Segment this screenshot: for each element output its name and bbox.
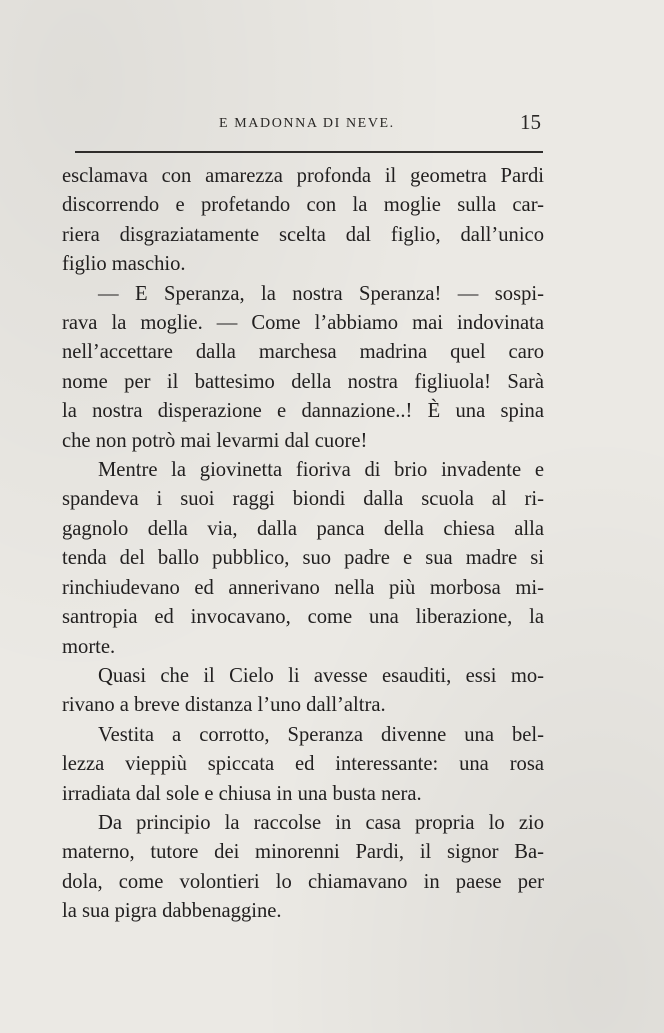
paragraph-5	[62, 721, 544, 809]
body-text	[62, 162, 544, 927]
paragraph-4	[62, 662, 544, 721]
text-line: lezza vieppiù spiccata ed interessante: una rosa	[62, 753, 544, 776]
paragraph-3	[62, 456, 544, 662]
text-line: la nostra disperazione e dannazione..! È una spina	[62, 400, 544, 423]
text-line: Vestita a corrotto, Speranza divenne una bel-	[98, 723, 544, 746]
paragraph-6	[62, 809, 544, 927]
text-line: morte.	[62, 635, 116, 658]
header-rule	[75, 151, 543, 153]
text-line: che non potrò mai levarmi dal cuore!	[62, 429, 368, 452]
text-line: tenda del ballo pubblico, suo padre e sua madre si	[62, 547, 544, 570]
text-line: Mentre la giovinetta fioriva di brio invadente e	[98, 459, 544, 482]
paragraph-1	[62, 162, 544, 280]
text-line: dola, come volontieri lo chiamavano in paese per	[62, 870, 544, 893]
text-line: rava la moglie. — Come l’abbiamo mai indovinata	[62, 312, 544, 335]
text-line: nell’accettare dalla marchesa madrina quel caro	[62, 341, 544, 364]
running-header	[73, 110, 545, 138]
text-line: irradiata dal sole e chiusa in una busta nera.	[62, 782, 422, 805]
text-line: santropia ed invocavano, come una liberazione, la	[62, 606, 544, 629]
text-line: riera disgraziatamente scelta dal figlio, dall’unico	[62, 223, 544, 246]
text-line: gagnolo della via, dalla panca della chiesa alla	[62, 517, 544, 540]
text-line: — E Speranza, la nostra Speranza! — sospi-	[98, 282, 544, 305]
text-line: rinchiudevano ed annerivano nella più morbosa mi-	[62, 576, 544, 599]
text-line: discorrendo e profetando con la moglie sulla car-	[62, 194, 544, 217]
text-line: la sua pigra dabbenaggine.	[62, 900, 282, 923]
text-line: nome per il battesimo della nostra figliuola! Sarà	[62, 370, 544, 393]
text-line: esclamava con amarezza profonda il geometra Pardi	[62, 165, 544, 187]
page-number: 15	[520, 110, 541, 134]
text-line: figlio maschio.	[62, 253, 186, 276]
text-line: spandeva i suoi raggi biondi dalla scuola al ri-	[62, 488, 544, 511]
text-line: Da principio la raccolse in casa propria lo zio	[98, 811, 544, 834]
text-line: Quasi che il Cielo li avesse esauditi, essi mo-	[98, 664, 544, 687]
text-line: materno, tutore dei minorenni Pardi, il signor Ba-	[62, 841, 544, 864]
paragraph-2	[62, 280, 544, 456]
running-title: E MADONNA DI NEVE.	[219, 116, 395, 131]
text-line: rivano a breve distanza l’uno dall’altra.	[62, 694, 386, 717]
